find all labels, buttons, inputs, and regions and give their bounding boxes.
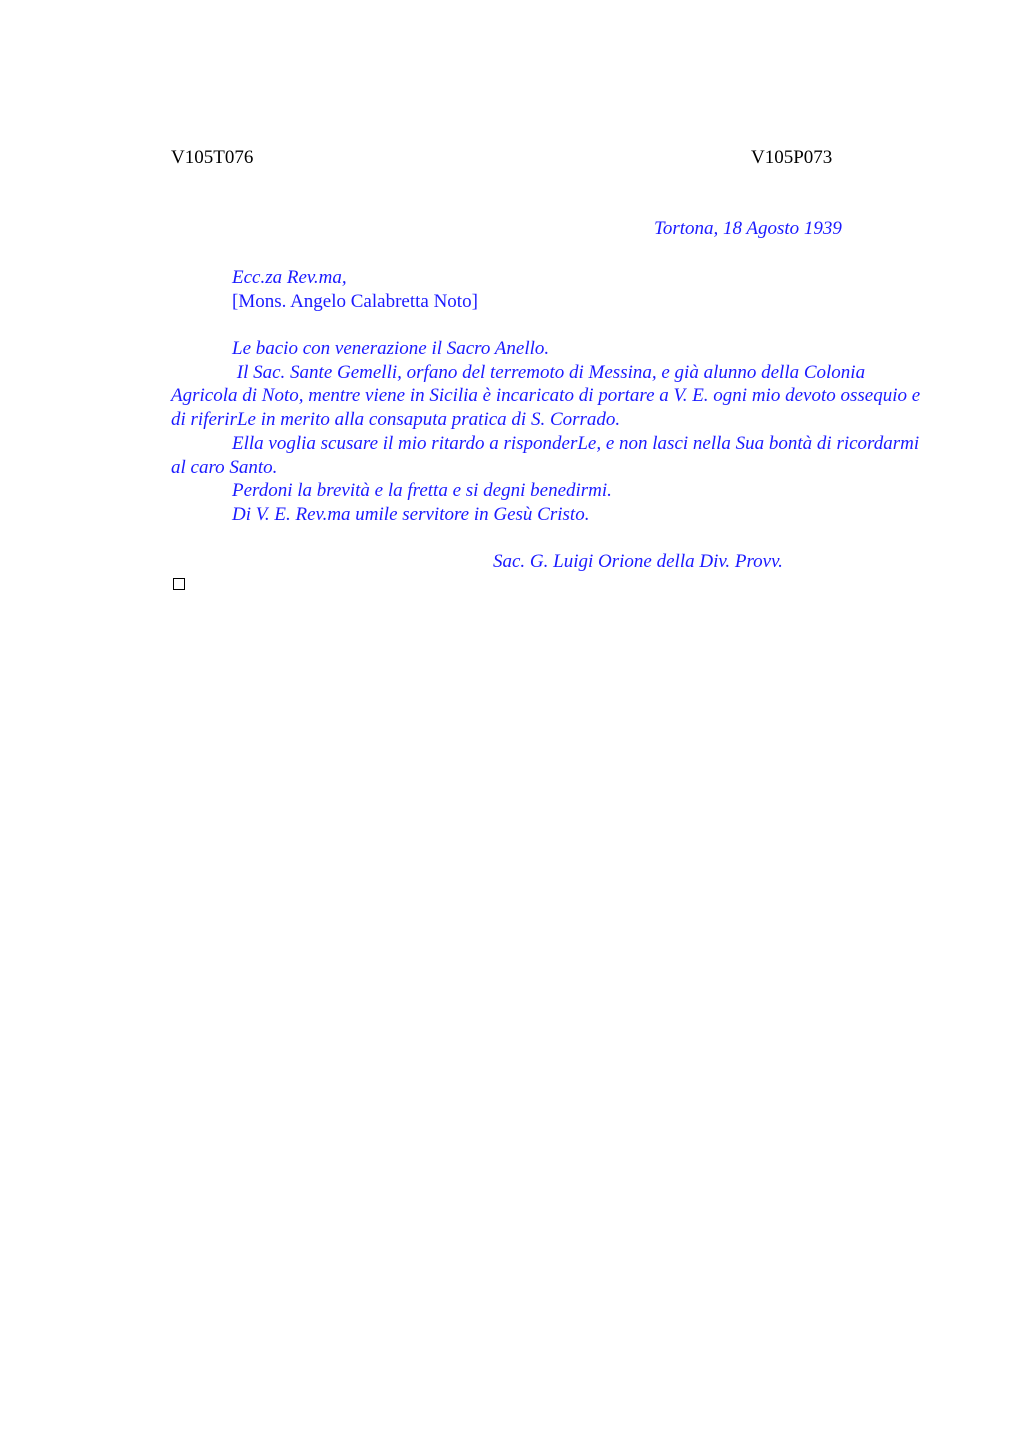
paragraph-messenger: Il Sac. Sante Gemelli, orfano del terremoto di Messina, e già alunno della Colonia Agricola di Noto, mentre viene in Sicilia è incaricato di portare a V. E. ogni mio devoto ossequio e di riferirLe in merito alla consaputa pratica di S. Corrado. [171, 361, 925, 431]
recipient: [Mons. Angelo Calabretta Noto] [232, 291, 478, 312]
paragraph-greeting: Le bacio con venerazione il Sacro Anello. [232, 338, 550, 359]
document-reference-right: V105P073 [751, 147, 833, 168]
paragraph-blessing: Perdoni la brevità e la fretta e si degni benedirmi. [232, 480, 612, 502]
document-reference-left: V105T076 [171, 147, 254, 168]
end-of-document-box-icon [173, 578, 185, 590]
paragraph-closing: Di V. E. Rev.ma umile servitore in Gesù Cristo. [232, 503, 590, 525]
paragraph-apology: Ella voglia scusare il mio ritardo a risponderLe, e non lasci nella Sua bontà di ricordarmi al caro Santo. [171, 432, 920, 478]
salutation-block [232, 266, 478, 314]
signature: Sac. G. Luigi Orione della Div. Provv. [493, 551, 783, 572]
salutation: Ecc.za Rev.ma, [232, 267, 347, 288]
letter-body [171, 337, 931, 527]
letter-date: Tortona, 18 Agosto 1939 [654, 218, 842, 239]
